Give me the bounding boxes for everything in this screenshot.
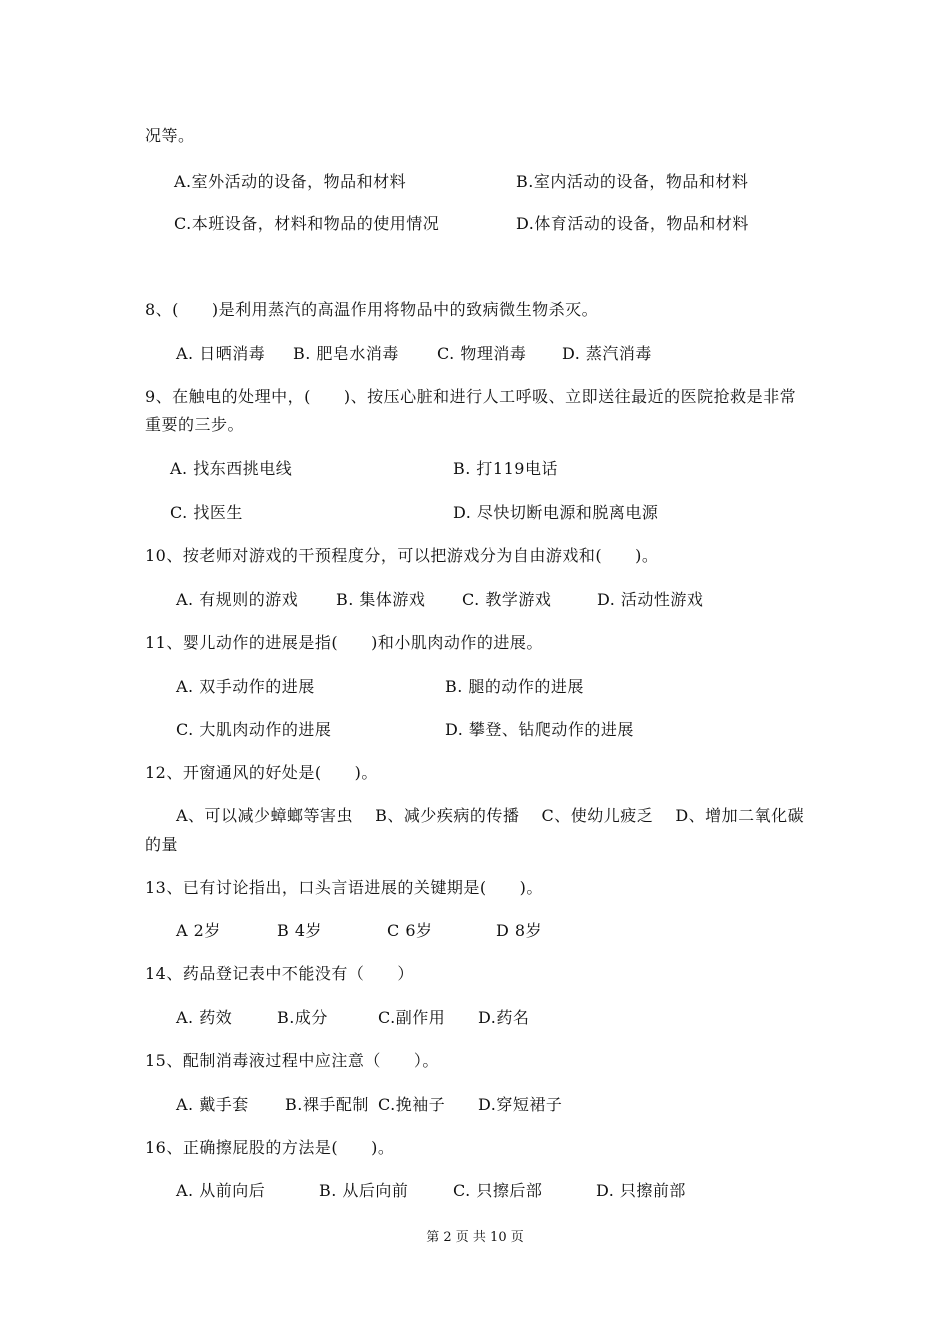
q8-option-b: B. 肥皂水消毒 (293, 344, 399, 363)
q16-stem: 16、正确擦屁股的方法是( )。 (145, 1138, 395, 1157)
q15-option-b: B.裸手配制 (285, 1095, 369, 1114)
q10-option-a: A. 有规则的游戏 (176, 590, 299, 609)
q13-option-c: C 6岁 (387, 921, 433, 940)
q8-option-d: D. 蒸汽消毒 (562, 344, 652, 363)
q13-stem: 13、已有讨论指出，口头言语进展的关键期是( )。 (145, 878, 543, 897)
q16-option-b: B. 从后向前 (319, 1181, 409, 1200)
q15-stem: 15、配制消毒液过程中应注意（ ）。 (145, 1051, 439, 1070)
q8-option-c: C. 物理消毒 (437, 344, 527, 363)
q9-option-d: D. 尽快切断电源和脱离电源 (453, 503, 659, 522)
q15-option-c: C.挽袖子 (378, 1095, 446, 1114)
q13-option-a: A 2岁 (176, 921, 221, 940)
q9-option-b: B. 打119电话 (453, 459, 558, 478)
q11-option-d: D. 攀登、钻爬动作的进展 (445, 720, 634, 739)
q11-option-c: C. 大肌肉动作的进展 (176, 720, 332, 739)
q7-stem-continuation: 况等。 (145, 126, 195, 145)
q14-stem: 14、药品登记表中不能没有（ ） (145, 964, 414, 983)
q9-stem-line1: 9、在触电的处理中，( )、按压心脏和进行人工呼吸、立即送往最近的医院抢救是非常 (145, 387, 797, 406)
q16-option-a: A. 从前向后 (176, 1181, 266, 1200)
page-footer: 第 2 页 共 10 页 (426, 1230, 524, 1245)
q7-option-a: A.室外活动的设备，物品和材料 (174, 172, 407, 191)
q16-option-c: C. 只擦后部 (453, 1181, 543, 1200)
q10-option-c: C. 教学游戏 (462, 590, 552, 609)
q9-stem-line2: 重要的三步。 (145, 415, 245, 434)
q14-option-d: D.药名 (478, 1008, 530, 1027)
q7-option-b: B.室内活动的设备，物品和材料 (516, 172, 749, 191)
q14-option-c: C.副作用 (378, 1008, 446, 1027)
q10-option-b: B. 集体游戏 (336, 590, 426, 609)
q16-option-d: D. 只擦前部 (596, 1181, 686, 1200)
q14-option-b: B.成分 (277, 1008, 328, 1027)
q7-option-d: D.体育活动的设备，物品和材料 (516, 214, 749, 233)
q9-option-c: C. 找医生 (170, 503, 243, 522)
q10-stem: 10、按老师对游戏的干预程度分，可以把游戏分为自由游戏和( )。 (145, 546, 659, 565)
q12-options-line1: A、可以减少蟑螂等害虫 B、减少疾病的传播 C、使幼儿疲乏 D、增加二氧化碳 (176, 806, 805, 825)
q10-option-d: D. 活动性游戏 (597, 590, 704, 609)
q15-option-d: D.穿短裙子 (478, 1095, 563, 1114)
q15-option-a: A. 戴手套 (176, 1095, 249, 1114)
q8-option-a: A. 日晒消毒 (176, 344, 266, 363)
q9-option-a: A. 找东西挑电线 (170, 459, 293, 478)
q13-option-d: D 8岁 (496, 921, 543, 940)
q12-stem: 12、开窗通风的好处是( )。 (145, 763, 378, 782)
q13-option-b: B 4岁 (277, 921, 323, 940)
q7-option-c: C.本班设备，材料和物品的使用情况 (174, 214, 440, 233)
q8-stem: 8、( )是利用蒸汽的高温作用将物品中的致病微生物杀灭。 (145, 300, 599, 319)
q11-stem: 11、婴儿动作的进展是指( )和小肌肉动作的进展。 (145, 633, 543, 652)
q14-option-a: A. 药效 (176, 1008, 233, 1027)
q12-options-line2: 的量 (145, 835, 179, 854)
q11-option-a: A. 双手动作的进展 (176, 677, 315, 696)
q11-option-b: B. 腿的动作的进展 (445, 677, 584, 696)
